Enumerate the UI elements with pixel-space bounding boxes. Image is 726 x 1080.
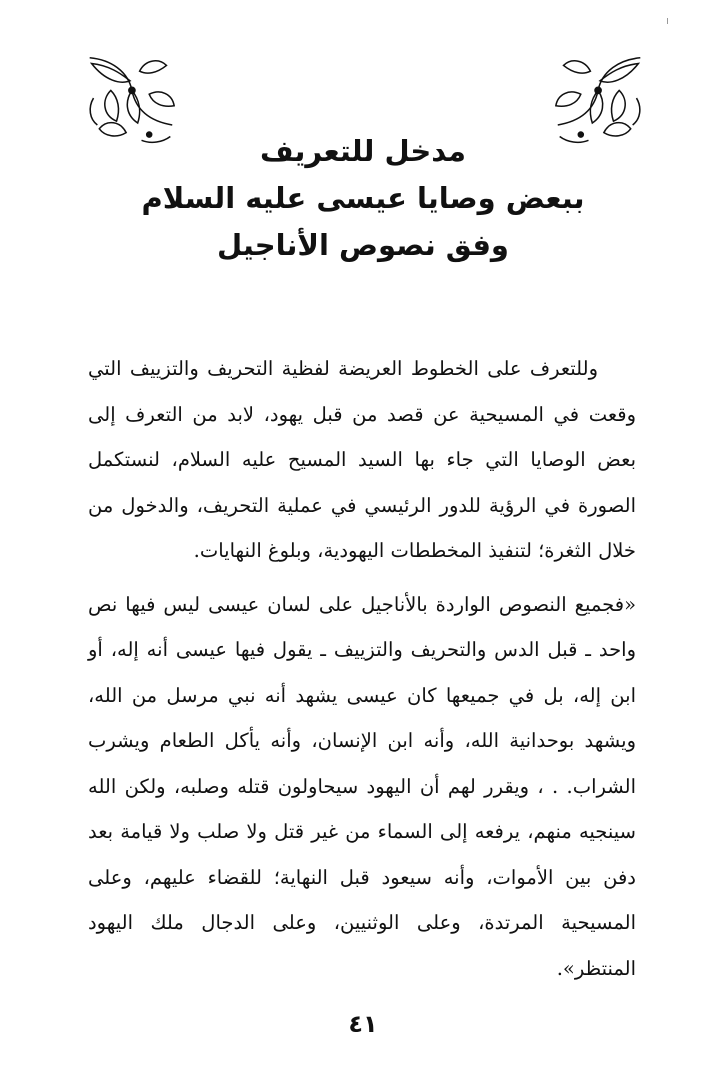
paragraph-intro: وللتعرف على الخطوط العريضة لفظية التحريف والتزييف التي وقعت في المسيحية عن قصد من قبل يهود، لابد من التعرف إلى بعض الوصايا التي جاء بها السيد المسيح عليه السلام، لنستكمل الصورة في الرؤية للدور الرئيسي في عملية التحريف، والدخول من خلال الثغرة؛ لتنفيذ المخططات اليهودية، وبلوغ النهايات. [88, 357, 636, 562]
page-number: ٤١ [348, 1010, 378, 1038]
title-line-2: ببعض وصايا عيسى عليه السلام [141, 181, 585, 215]
title-line-1: مدخل للتعريف [260, 134, 466, 168]
body-text [88, 346, 636, 999]
chapter-title [60, 128, 666, 269]
title-line-3: وفق نصوص الأناجيل [217, 228, 509, 262]
paragraph-quotation: «فجميع النصوص الواردة بالأناجيل على لسان عيسى ليس فيها نص واحد ـ قبل الدس والتحريف والتزييف ـ يقول فيها عيسى أنه إله، أو ابن إله، بل في جميعها كان عيسى يشهد أنه نبي مرسل من الله، ويشهد بوحدانية الله، وأنه ابن الإنسان، وأنه يأكل الطعام ويشرب الشراب. . ، ويقرر لهم أن اليهود سيحاولون قتله وصلبه، ولكن الله سينجيه منهم، يرفعه إلى السماء من غير قتل ولا صلب ولا قيامة بعد دفن بين الأموات، وأنه سيعود قبل النهاية؛ للقضاء عليهم، وعلى المسيحية المرتدة، وعلى الوثنيين، وعلى الدجال ملك اليهود المنتظر». [88, 592, 636, 980]
edge-mark [667, 18, 668, 24]
